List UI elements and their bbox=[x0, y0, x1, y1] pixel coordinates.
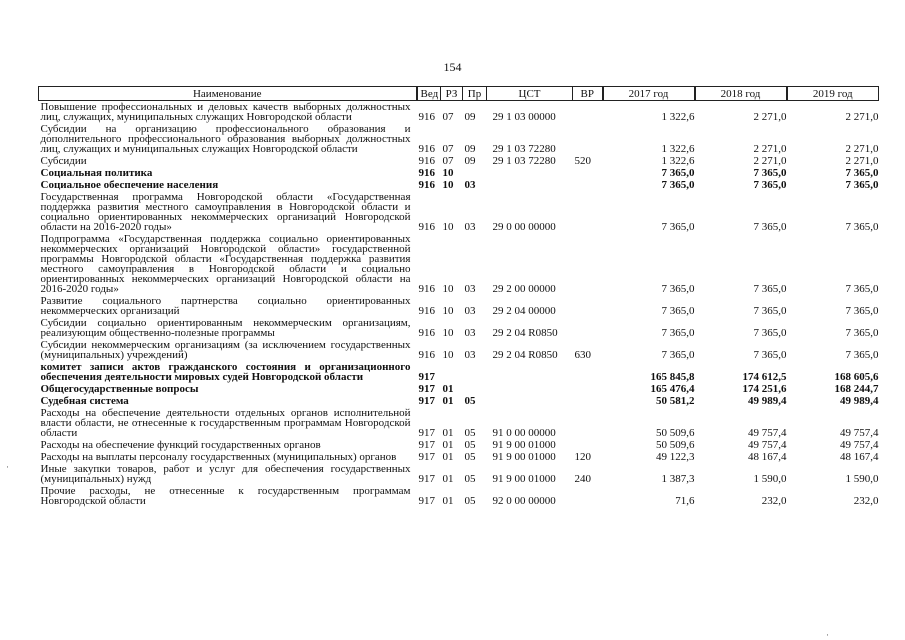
row-rz: 07 bbox=[442, 155, 454, 167]
table-row bbox=[39, 395, 879, 407]
row-vr bbox=[573, 439, 603, 451]
row-cst: 29 2 04 R0850 bbox=[492, 349, 558, 361]
row-2019: 232,0 bbox=[853, 495, 879, 507]
row-2019: 1 590,0 bbox=[845, 473, 879, 485]
row-2019: 49 989,4 bbox=[840, 395, 879, 407]
row-ved: 916 bbox=[418, 143, 435, 155]
row-2018: 49 757,4 bbox=[748, 439, 787, 451]
row-ved: 916 bbox=[418, 179, 435, 191]
row-cst: 29 1 03 72280 bbox=[492, 155, 556, 167]
row-cst: 29 2 04 R0850 bbox=[492, 327, 558, 339]
row-name: Субсидии bbox=[40, 155, 87, 167]
table-row bbox=[39, 339, 879, 361]
row-2018: 7 365,0 bbox=[753, 327, 787, 339]
row-rz: 10 bbox=[442, 283, 454, 295]
row-pr: 03 bbox=[464, 179, 476, 191]
page-number: 154 bbox=[443, 60, 462, 74]
row-2017: 7 365,0 bbox=[661, 327, 695, 339]
row-pr: 05 bbox=[464, 439, 476, 451]
row-pr: 03 bbox=[464, 283, 476, 295]
row-name: Государственная программа Новгородской области «Государственная поддержка развития местного самоуправления в Новгородской области и социально ориентированных некоммерческих организаций Новгородской области на 2016-2020 годы» bbox=[40, 191, 411, 233]
row-vr bbox=[573, 407, 603, 439]
row-ved: 917 bbox=[418, 473, 435, 485]
row-2018: 7 365,0 bbox=[753, 283, 787, 295]
row-2017: 165 845,8 bbox=[650, 371, 695, 383]
row-ved: 917 bbox=[418, 495, 435, 507]
row-2019: 7 365,0 bbox=[845, 305, 879, 317]
row-2018: 7 365,0 bbox=[753, 349, 787, 361]
table-row bbox=[39, 383, 879, 395]
row-vr bbox=[573, 361, 603, 383]
table-row bbox=[39, 361, 879, 383]
table-row bbox=[39, 167, 879, 179]
row-vr bbox=[573, 485, 603, 507]
budget-table bbox=[38, 86, 879, 507]
row-ved: 917 bbox=[418, 439, 435, 451]
row-rz: 01 bbox=[442, 383, 454, 395]
row-2017: 7 365,0 bbox=[661, 283, 695, 295]
row-rz: 07 bbox=[442, 143, 454, 155]
row-name: Прочие расходы, не отнесенные к государственным программам Новгородской области bbox=[40, 485, 411, 507]
row-2019: 7 365,0 bbox=[845, 283, 879, 295]
row-vr bbox=[573, 317, 603, 339]
row-pr: 09 bbox=[464, 111, 476, 123]
row-name: Общегосударственные вопросы bbox=[40, 383, 199, 395]
header-2018: 2018 год bbox=[695, 87, 787, 101]
row-rz: 01 bbox=[442, 495, 454, 507]
header-cst: ЦСТ bbox=[487, 87, 573, 101]
row-pr: 09 bbox=[464, 155, 476, 167]
row-cst: 29 2 04 00000 bbox=[492, 305, 556, 317]
row-rz: 10 bbox=[442, 327, 454, 339]
row-2017: 1 322,6 bbox=[661, 111, 695, 123]
row-rz: 01 bbox=[442, 427, 454, 439]
row-ved: 916 bbox=[418, 155, 435, 167]
header-ved: Вед bbox=[417, 87, 441, 101]
table-row bbox=[39, 191, 879, 233]
row-2019: 168 244,7 bbox=[834, 383, 879, 395]
row-pr: 03 bbox=[464, 221, 476, 233]
row-pr bbox=[463, 167, 487, 179]
table-body bbox=[39, 101, 879, 508]
row-2017: 50 581,2 bbox=[656, 395, 695, 407]
row-cst bbox=[487, 395, 573, 407]
row-name: Социальное обеспечение населения bbox=[40, 179, 219, 191]
header-vr: ВР bbox=[573, 87, 603, 101]
row-pr: 03 bbox=[464, 305, 476, 317]
row-2017: 50 509,6 bbox=[656, 439, 695, 451]
row-rz: 07 bbox=[442, 111, 454, 123]
row-2019: 2 271,0 bbox=[845, 143, 879, 155]
row-2018: 48 167,4 bbox=[748, 451, 787, 463]
row-ved: 916 bbox=[418, 327, 435, 339]
row-ved: 916 bbox=[418, 305, 435, 317]
row-vr: 120 bbox=[574, 451, 591, 463]
row-2017: 7 365,0 bbox=[661, 167, 695, 179]
row-cst bbox=[487, 179, 573, 191]
row-2018: 2 271,0 bbox=[753, 143, 787, 155]
row-name: Социальная политика bbox=[40, 167, 153, 179]
row-name: Иные закупки товаров, работ и услуг для обеспечения государственных (муниципальных) нужд bbox=[40, 463, 411, 485]
table-row bbox=[39, 123, 879, 155]
row-vr bbox=[573, 383, 603, 395]
row-cst bbox=[487, 383, 573, 395]
row-2017: 7 365,0 bbox=[661, 179, 695, 191]
row-2017: 1 322,6 bbox=[661, 143, 695, 155]
row-cst: 29 1 03 00000 bbox=[492, 111, 556, 123]
table-row bbox=[39, 463, 879, 485]
row-2019: 49 757,4 bbox=[840, 427, 879, 439]
row-rz: 01 bbox=[442, 439, 454, 451]
table-row bbox=[39, 485, 879, 507]
row-rz: 10 bbox=[442, 349, 454, 361]
row-vr: 630 bbox=[574, 349, 591, 361]
row-vr: 520 bbox=[574, 155, 591, 167]
row-rz bbox=[441, 361, 463, 383]
row-2019: 2 271,0 bbox=[845, 111, 879, 123]
row-2018: 7 365,0 bbox=[753, 221, 787, 233]
row-2018: 7 365,0 bbox=[753, 167, 787, 179]
row-ved: 916 bbox=[418, 349, 435, 361]
row-ved: 917 bbox=[418, 427, 435, 439]
row-2019: 7 365,0 bbox=[845, 349, 879, 361]
row-vr bbox=[573, 167, 603, 179]
row-ved: 917 bbox=[418, 451, 435, 463]
row-rz: 10 bbox=[442, 221, 454, 233]
row-2019: 2 271,0 bbox=[845, 155, 879, 167]
row-2019: 7 365,0 bbox=[845, 221, 879, 233]
row-2018: 49 757,4 bbox=[748, 427, 787, 439]
row-pr bbox=[463, 361, 487, 383]
row-pr: 09 bbox=[464, 143, 476, 155]
row-vr bbox=[573, 101, 603, 124]
row-name: комитет записи актов гражданского состояния и организационного обеспечения деятельности мировых судей Новгородской области bbox=[40, 361, 411, 383]
row-cst: 92 0 00 00000 bbox=[492, 495, 556, 507]
row-cst: 29 1 03 72280 bbox=[492, 143, 556, 155]
row-vr bbox=[573, 123, 603, 155]
row-2018: 2 271,0 bbox=[753, 155, 787, 167]
row-rz: 01 bbox=[442, 451, 454, 463]
row-2018: 174 612,5 bbox=[742, 371, 787, 383]
header-pr: Пр bbox=[463, 87, 487, 101]
row-vr: 240 bbox=[574, 473, 591, 485]
row-cst: 91 0 00 00000 bbox=[492, 427, 556, 439]
row-ved: 917 bbox=[418, 395, 435, 407]
table-row bbox=[39, 155, 879, 167]
margin-mark: · bbox=[826, 630, 829, 640]
row-2019: 7 365,0 bbox=[845, 167, 879, 179]
row-vr bbox=[573, 395, 603, 407]
row-2019: 49 757,4 bbox=[840, 439, 879, 451]
header-rz: РЗ bbox=[441, 87, 463, 101]
row-2018: 1 590,0 bbox=[753, 473, 787, 485]
row-vr bbox=[573, 191, 603, 233]
row-2017: 1 322,6 bbox=[661, 155, 695, 167]
row-2018: 232,0 bbox=[761, 495, 787, 507]
row-pr: 05 bbox=[464, 495, 476, 507]
row-2017: 1 387,3 bbox=[661, 473, 695, 485]
table-row bbox=[39, 407, 879, 439]
row-rz: 10 bbox=[442, 305, 454, 317]
row-cst: 91 9 00 01000 bbox=[492, 451, 556, 463]
row-ved: 916 bbox=[418, 283, 435, 295]
row-name: Судебная система bbox=[40, 395, 129, 407]
row-rz: 10 bbox=[442, 179, 454, 191]
row-name: Субсидии некоммерческим организациям (за исключением государственных (муниципальных) учреждений) bbox=[40, 339, 411, 361]
row-2017: 7 365,0 bbox=[661, 349, 695, 361]
row-2019: 7 365,0 bbox=[845, 327, 879, 339]
row-2019: 168 605,6 bbox=[834, 371, 879, 383]
header-2019: 2019 год bbox=[787, 87, 879, 101]
row-cst bbox=[487, 361, 573, 383]
row-pr: 05 bbox=[464, 473, 476, 485]
row-name: Расходы на обеспечение функций государственных органов bbox=[40, 439, 321, 451]
row-2018: 7 365,0 bbox=[753, 179, 787, 191]
row-pr: 03 bbox=[464, 349, 476, 361]
row-cst bbox=[487, 167, 573, 179]
row-2017: 50 509,6 bbox=[656, 427, 695, 439]
row-pr bbox=[463, 383, 487, 395]
row-2019: 48 167,4 bbox=[840, 451, 879, 463]
row-ved: 916 bbox=[418, 111, 435, 123]
header-2017: 2017 год bbox=[603, 87, 695, 101]
row-2018: 174 251,6 bbox=[742, 383, 787, 395]
row-name: Субсидии на организацию профессионального образования и дополнительного профессионального образования выборных должностных лиц, служащих и муниципальных служащих Новгородской области bbox=[40, 123, 411, 155]
table-row bbox=[39, 179, 879, 191]
row-name: Повышение профессиональных и деловых качеств выборных должностных лиц, служащих, муниципальных служащих Новгородской области bbox=[40, 101, 411, 123]
row-2017: 165 476,4 bbox=[650, 383, 695, 395]
row-cst: 91 9 00 01000 bbox=[492, 439, 556, 451]
row-name: Расходы на обеспечение деятельности отдельных органов исполнительной власти области, не отнесенные к государственным программам Новгородской области bbox=[40, 407, 411, 439]
row-cst: 29 2 00 00000 bbox=[492, 283, 556, 295]
margin-mark: · bbox=[6, 462, 9, 472]
row-ved: 917 bbox=[418, 371, 435, 383]
row-cst: 29 0 00 00000 bbox=[492, 221, 556, 233]
row-name: Развитие социального партнерства социально ориентированных некоммерческих организаций bbox=[40, 295, 411, 317]
row-pr: 05 bbox=[464, 451, 476, 463]
row-2017: 7 365,0 bbox=[661, 221, 695, 233]
row-vr bbox=[573, 233, 603, 295]
row-vr bbox=[573, 179, 603, 191]
row-rz: 10 bbox=[442, 167, 454, 179]
table-row bbox=[39, 233, 879, 295]
table-row bbox=[39, 317, 879, 339]
row-ved: 916 bbox=[418, 167, 435, 179]
row-2018: 2 271,0 bbox=[753, 111, 787, 123]
row-name: Подпрограмма «Государственная поддержка социально ориентированных некоммерческих организаций Новгородской области» государственной программы Новгородской области «Государственная поддержка развития местного самоуправления в Новгородской области и социально ориентированных некоммерческих организаций Новгородской области на 2016-2020 годы» bbox=[40, 233, 411, 295]
row-vr bbox=[573, 295, 603, 317]
row-pr: 05 bbox=[464, 395, 476, 407]
table-row bbox=[39, 451, 879, 463]
row-ved: 916 bbox=[418, 221, 435, 233]
table-row bbox=[39, 439, 879, 451]
row-pr: 03 bbox=[464, 327, 476, 339]
row-name: Расходы на выплаты персоналу государственных (муниципальных) органов bbox=[40, 451, 397, 463]
row-name: Субсидии социально ориентированным некоммерческим организациям, реализующим общественно-полезные программы bbox=[40, 317, 411, 339]
row-rz: 01 bbox=[442, 473, 454, 485]
row-ved: 917 bbox=[418, 383, 435, 395]
row-2018: 7 365,0 bbox=[753, 305, 787, 317]
row-2018: 49 989,4 bbox=[748, 395, 787, 407]
row-2017: 7 365,0 bbox=[661, 305, 695, 317]
row-cst: 91 9 00 01000 bbox=[492, 473, 556, 485]
row-rz: 01 bbox=[442, 395, 454, 407]
row-2017: 71,6 bbox=[675, 495, 695, 507]
row-2017: 49 122,3 bbox=[656, 451, 695, 463]
header-name: Наименование bbox=[39, 87, 417, 101]
table-row bbox=[39, 101, 879, 124]
table-header bbox=[39, 87, 879, 101]
row-2019: 7 365,0 bbox=[845, 179, 879, 191]
row-pr: 05 bbox=[464, 427, 476, 439]
table-row bbox=[39, 295, 879, 317]
